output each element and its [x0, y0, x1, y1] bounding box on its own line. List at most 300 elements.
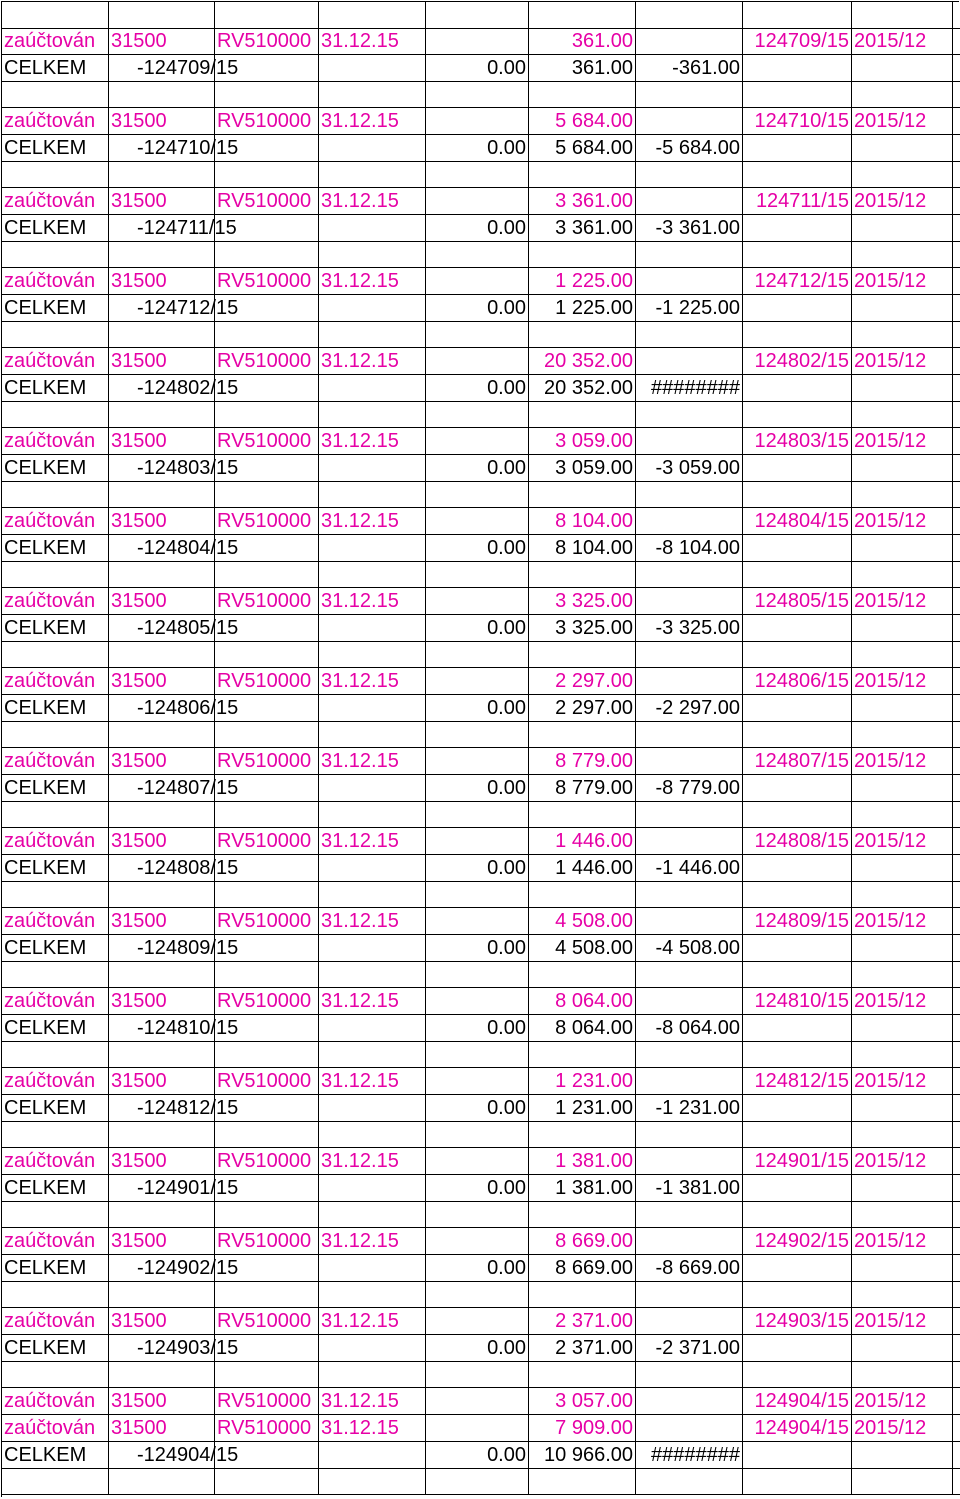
total-balance: -2 297.00 [636, 695, 743, 722]
empty-cell [953, 828, 960, 855]
total-label: CELKEM [2, 1442, 109, 1469]
empty-cell [852, 1042, 953, 1068]
empty-cell [953, 455, 960, 482]
entry-account: 31500 [109, 508, 215, 535]
empty-cell [743, 802, 852, 828]
entry-amount: 4 508.00 [529, 908, 636, 935]
entry-account: 31500 [109, 268, 215, 295]
total-label: CELKEM [2, 615, 109, 642]
empty-cell [2, 82, 109, 108]
entry-label: zaúčtován [2, 108, 109, 135]
total-doc: -124804/15 [109, 535, 215, 562]
empty-cell [2, 1282, 109, 1308]
blank-row [2, 642, 959, 668]
entry-period: 2015/12 [852, 508, 953, 535]
empty-cell [529, 642, 636, 668]
total-doc: -124809/15 [109, 935, 215, 962]
empty-cell [743, 1255, 852, 1282]
empty-cell [319, 135, 426, 162]
entry-date: 31.12.15 [319, 588, 426, 615]
empty-cell [529, 402, 636, 428]
entry-doc: 124709/15 [743, 28, 852, 55]
empty-cell [319, 1362, 426, 1388]
blank-row [2, 322, 959, 348]
empty-cell [215, 242, 319, 268]
empty-cell [109, 1042, 215, 1068]
entry-row [2, 988, 959, 1015]
blank-row [2, 562, 959, 588]
empty-cell [426, 908, 529, 935]
empty-cell [426, 1362, 529, 1388]
entry-account: 31500 [109, 668, 215, 695]
empty-cell [743, 562, 852, 588]
empty-cell [953, 1175, 960, 1202]
entry-account: 31500 [109, 28, 215, 55]
empty-cell [215, 1122, 319, 1148]
empty-cell [852, 1202, 953, 1228]
entry-date: 31.12.15 [319, 1415, 426, 1442]
empty-cell [529, 1282, 636, 1308]
entry-label: zaúčtován [2, 1308, 109, 1335]
total-label: CELKEM [2, 935, 109, 962]
empty-cell [2, 162, 109, 188]
empty-cell [319, 1282, 426, 1308]
empty-cell [852, 1255, 953, 1282]
empty-cell [743, 1095, 852, 1122]
empty-cell [319, 375, 426, 402]
entry-code: RV510000 [215, 908, 319, 935]
entry-doc: 124812/15 [743, 1068, 852, 1095]
empty-cell [529, 962, 636, 988]
empty-cell [109, 962, 215, 988]
entry-date: 31.12.15 [319, 668, 426, 695]
empty-cell [109, 562, 215, 588]
entry-amount: 1 231.00 [529, 1068, 636, 1095]
blank-row [2, 162, 959, 188]
empty-cell [529, 322, 636, 348]
total-debit: 0.00 [426, 135, 529, 162]
empty-cell [529, 562, 636, 588]
entry-code: RV510000 [215, 28, 319, 55]
total-row [2, 1255, 959, 1282]
empty-cell [953, 588, 960, 615]
empty-cell [852, 775, 953, 802]
empty-cell [426, 562, 529, 588]
total-row [2, 55, 959, 82]
entry-label: zaúčtován [2, 508, 109, 535]
total-debit: 0.00 [426, 295, 529, 322]
empty-cell [852, 1335, 953, 1362]
entry-account: 31500 [109, 828, 215, 855]
total-balance: ######## [636, 1442, 743, 1469]
total-balance: -361.00 [636, 55, 743, 82]
total-label: CELKEM [2, 775, 109, 802]
total-credit: 3 361.00 [529, 215, 636, 242]
total-doc: -124803/15 [109, 455, 215, 482]
entry-label: zaúčtován [2, 908, 109, 935]
total-credit: 2 297.00 [529, 695, 636, 722]
entry-label: zaúčtován [2, 28, 109, 55]
empty-cell [636, 828, 743, 855]
empty-cell [743, 295, 852, 322]
total-label: CELKEM [2, 135, 109, 162]
entry-date: 31.12.15 [319, 268, 426, 295]
entry-period: 2015/12 [852, 908, 953, 935]
empty-cell [953, 135, 960, 162]
empty-cell [319, 1175, 426, 1202]
entry-row [2, 668, 959, 695]
total-credit: 1 381.00 [529, 1175, 636, 1202]
total-balance: -1 225.00 [636, 295, 743, 322]
empty-cell [529, 1469, 636, 1495]
empty-cell [953, 988, 960, 1015]
empty-cell [319, 615, 426, 642]
entry-date: 31.12.15 [319, 28, 426, 55]
empty-cell [953, 695, 960, 722]
empty-cell [636, 242, 743, 268]
empty-cell [743, 242, 852, 268]
empty-cell [852, 615, 953, 642]
total-doc: -124808/15 [109, 855, 215, 882]
entry-doc: 124904/15 [743, 1388, 852, 1415]
empty-cell [319, 775, 426, 802]
entry-code: RV510000 [215, 1068, 319, 1095]
entry-date: 31.12.15 [319, 1388, 426, 1415]
entry-code: RV510000 [215, 348, 319, 375]
empty-cell [426, 962, 529, 988]
empty-cell [636, 588, 743, 615]
entry-amount: 7 909.00 [529, 1415, 636, 1442]
total-row [2, 455, 959, 482]
empty-cell [953, 242, 960, 268]
total-doc: -124712/15 [109, 295, 215, 322]
empty-cell [529, 722, 636, 748]
total-credit: 4 508.00 [529, 935, 636, 962]
empty-cell [215, 802, 319, 828]
empty-cell [2, 1202, 109, 1228]
empty-cell [852, 1015, 953, 1042]
entry-code: RV510000 [215, 1228, 319, 1255]
empty-cell [852, 1122, 953, 1148]
total-credit: 8 669.00 [529, 1255, 636, 1282]
empty-cell [636, 428, 743, 455]
empty-cell [953, 535, 960, 562]
empty-cell [215, 1282, 319, 1308]
entry-date: 31.12.15 [319, 908, 426, 935]
empty-cell [636, 1068, 743, 1095]
empty-cell [109, 402, 215, 428]
empty-cell [319, 722, 426, 748]
empty-cell [529, 1362, 636, 1388]
entry-doc: 124803/15 [743, 428, 852, 455]
empty-cell [319, 1202, 426, 1228]
empty-cell [953, 1042, 960, 1068]
empty-cell [953, 1255, 960, 1282]
entry-date: 31.12.15 [319, 1148, 426, 1175]
blank-row [2, 802, 959, 828]
total-debit: 0.00 [426, 1095, 529, 1122]
empty-cell [319, 482, 426, 508]
total-label: CELKEM [2, 375, 109, 402]
entry-account: 31500 [109, 908, 215, 935]
empty-cell [953, 1228, 960, 1255]
empty-cell [109, 1202, 215, 1228]
entry-code: RV510000 [215, 748, 319, 775]
total-credit: 20 352.00 [529, 375, 636, 402]
empty-cell [426, 668, 529, 695]
empty-cell [426, 1202, 529, 1228]
entry-row [2, 828, 959, 855]
empty-cell [529, 802, 636, 828]
total-doc: -124810/15 [109, 1015, 215, 1042]
entry-label: zaúčtován [2, 348, 109, 375]
empty-cell [852, 1362, 953, 1388]
empty-cell [109, 1122, 215, 1148]
entry-row [2, 428, 959, 455]
empty-cell [743, 1362, 852, 1388]
empty-cell [319, 882, 426, 908]
empty-cell [743, 722, 852, 748]
blank-row [2, 82, 959, 108]
total-row [2, 1015, 959, 1042]
blank-row [2, 2, 959, 28]
empty-cell [2, 1042, 109, 1068]
empty-cell [2, 642, 109, 668]
entry-account: 31500 [109, 1228, 215, 1255]
total-doc: -124901/15 [109, 1175, 215, 1202]
empty-cell [319, 242, 426, 268]
empty-cell [529, 1042, 636, 1068]
empty-cell [743, 775, 852, 802]
empty-cell [215, 1042, 319, 1068]
total-doc: -124812/15 [109, 1095, 215, 1122]
entry-account: 31500 [109, 588, 215, 615]
total-credit: 10 966.00 [529, 1442, 636, 1469]
entry-doc: 124805/15 [743, 588, 852, 615]
entry-label: zaúčtován [2, 268, 109, 295]
total-label: CELKEM [2, 1015, 109, 1042]
blank-row [2, 1122, 959, 1148]
entry-amount: 8 669.00 [529, 1228, 636, 1255]
empty-cell [529, 242, 636, 268]
empty-cell [636, 482, 743, 508]
empty-cell [2, 1469, 109, 1495]
empty-cell [852, 1095, 953, 1122]
entry-account: 31500 [109, 108, 215, 135]
entry-doc: 124904/15 [743, 1415, 852, 1442]
entry-amount: 3 325.00 [529, 588, 636, 615]
empty-cell [636, 668, 743, 695]
total-debit: 0.00 [426, 1255, 529, 1282]
empty-cell [743, 375, 852, 402]
total-debit: 0.00 [426, 935, 529, 962]
empty-cell [319, 402, 426, 428]
entry-period: 2015/12 [852, 668, 953, 695]
empty-cell [953, 1308, 960, 1335]
total-row [2, 855, 959, 882]
empty-cell [636, 268, 743, 295]
empty-cell [743, 935, 852, 962]
empty-cell [529, 162, 636, 188]
empty-cell [426, 188, 529, 215]
empty-cell [2, 802, 109, 828]
entry-code: RV510000 [215, 988, 319, 1015]
total-row [2, 935, 959, 962]
total-row [2, 1335, 959, 1362]
empty-cell [109, 1282, 215, 1308]
total-balance: -1 446.00 [636, 855, 743, 882]
empty-cell [953, 2, 960, 29]
empty-cell [636, 908, 743, 935]
empty-cell [953, 268, 960, 295]
empty-cell [636, 1042, 743, 1068]
empty-cell [636, 642, 743, 668]
entry-date: 31.12.15 [319, 348, 426, 375]
empty-cell [953, 108, 960, 135]
entry-amount: 1 381.00 [529, 1148, 636, 1175]
total-credit: 5 684.00 [529, 135, 636, 162]
total-doc: -124904/15 [109, 1442, 215, 1469]
empty-cell [743, 482, 852, 508]
entry-period: 2015/12 [852, 748, 953, 775]
empty-cell [109, 82, 215, 108]
total-balance: -4 508.00 [636, 935, 743, 962]
empty-cell [636, 1362, 743, 1388]
empty-cell [636, 802, 743, 828]
empty-cell [636, 1469, 743, 1495]
empty-cell [636, 162, 743, 188]
entry-row [2, 1308, 959, 1335]
empty-cell [426, 1308, 529, 1335]
entry-account: 31500 [109, 428, 215, 455]
empty-cell [319, 55, 426, 82]
total-credit: 1 225.00 [529, 295, 636, 322]
entry-period: 2015/12 [852, 828, 953, 855]
empty-cell [953, 882, 960, 908]
entry-code: RV510000 [215, 268, 319, 295]
empty-cell [852, 1175, 953, 1202]
entry-doc: 124807/15 [743, 748, 852, 775]
empty-cell [852, 695, 953, 722]
entry-period: 2015/12 [852, 1415, 953, 1442]
total-doc: -124807/15 [109, 775, 215, 802]
empty-cell [215, 1202, 319, 1228]
total-credit: 1 231.00 [529, 1095, 636, 1122]
empty-cell [636, 402, 743, 428]
entry-row [2, 508, 959, 535]
total-row [2, 295, 959, 322]
entry-amount: 2 371.00 [529, 1308, 636, 1335]
empty-cell [319, 1042, 426, 1068]
total-debit: 0.00 [426, 1335, 529, 1362]
empty-cell [319, 695, 426, 722]
empty-cell [319, 162, 426, 188]
total-debit: 0.00 [426, 455, 529, 482]
empty-cell [426, 348, 529, 375]
empty-cell [426, 508, 529, 535]
total-row [2, 1095, 959, 1122]
empty-cell [953, 295, 960, 322]
total-row [2, 1175, 959, 1202]
empty-cell [953, 55, 960, 82]
empty-cell [743, 1282, 852, 1308]
blank-row [2, 482, 959, 508]
empty-cell [636, 508, 743, 535]
empty-cell [636, 1228, 743, 1255]
empty-cell [636, 28, 743, 55]
empty-cell [426, 1228, 529, 1255]
entry-amount: 3 057.00 [529, 1388, 636, 1415]
empty-cell [852, 882, 953, 908]
empty-cell [953, 642, 960, 668]
total-label: CELKEM [2, 1255, 109, 1282]
empty-cell [953, 1282, 960, 1308]
entry-period: 2015/12 [852, 1068, 953, 1095]
empty-cell [852, 242, 953, 268]
total-credit: 1 446.00 [529, 855, 636, 882]
empty-cell [636, 1122, 743, 1148]
empty-cell [636, 348, 743, 375]
total-row [2, 615, 959, 642]
empty-cell [2, 242, 109, 268]
empty-cell [852, 1442, 953, 1469]
total-label: CELKEM [2, 695, 109, 722]
empty-cell [319, 802, 426, 828]
entry-account: 31500 [109, 748, 215, 775]
entry-account: 31500 [109, 1388, 215, 1415]
entry-period: 2015/12 [852, 1388, 953, 1415]
entry-row [2, 268, 959, 295]
empty-cell [636, 1282, 743, 1308]
empty-cell [743, 322, 852, 348]
empty-cell [109, 482, 215, 508]
total-debit: 0.00 [426, 775, 529, 802]
empty-cell [426, 1148, 529, 1175]
empty-cell [953, 855, 960, 882]
total-label: CELKEM [2, 295, 109, 322]
empty-cell [953, 402, 960, 428]
blank-row [2, 1469, 959, 1495]
total-debit: 0.00 [426, 55, 529, 82]
entry-row [2, 1148, 959, 1175]
entry-row [2, 188, 959, 215]
blank-row [2, 1362, 959, 1388]
entry-row [2, 108, 959, 135]
total-debit: 0.00 [426, 615, 529, 642]
empty-cell [743, 162, 852, 188]
empty-cell [852, 935, 953, 962]
entry-amount: 8 064.00 [529, 988, 636, 1015]
empty-cell [529, 82, 636, 108]
total-row [2, 535, 959, 562]
empty-cell [2, 402, 109, 428]
entry-amount: 3 059.00 [529, 428, 636, 455]
entry-label: zaúčtován [2, 1228, 109, 1255]
empty-cell [953, 775, 960, 802]
entry-account: 31500 [109, 988, 215, 1015]
empty-cell [953, 1388, 960, 1415]
total-row [2, 135, 959, 162]
empty-cell [319, 1122, 426, 1148]
entry-date: 31.12.15 [319, 1068, 426, 1095]
entry-date: 31.12.15 [319, 188, 426, 215]
empty-cell [2, 2, 109, 29]
entry-row [2, 348, 959, 375]
entry-code: RV510000 [215, 828, 319, 855]
empty-cell [852, 962, 953, 988]
empty-cell [2, 322, 109, 348]
empty-cell [636, 748, 743, 775]
